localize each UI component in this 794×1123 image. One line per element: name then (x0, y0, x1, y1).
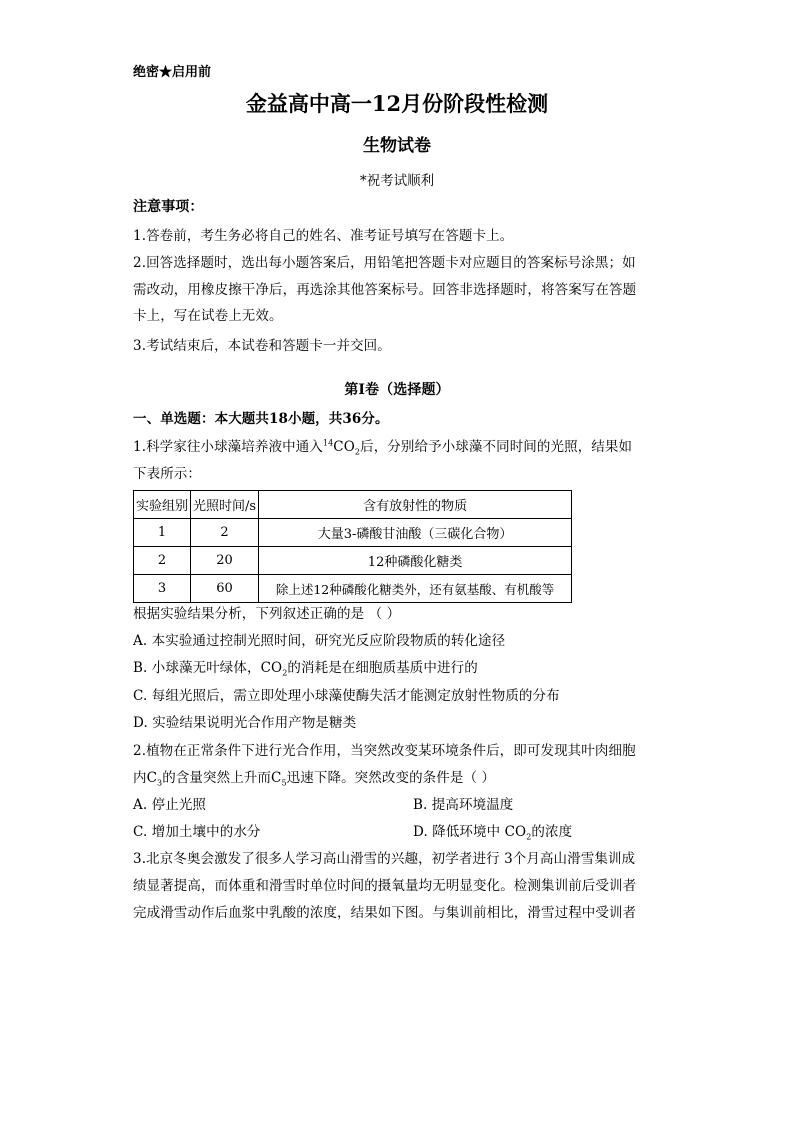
notice-item-2-line-3: 卡上，写在试卷上无效。 (133, 308, 283, 324)
q1-stem-prefix: 1.科学家往小球藻培养液中通入 (133, 439, 323, 455)
q2-option-d-suffix: 的浓度 (531, 824, 573, 840)
q1-question: 根据实验结果分析，下列叙述正确的是 （ ） (133, 606, 401, 622)
q2-stem-line-1: 2.植物在正常条件下进行光合作用，当突然改变某环境条件后，即可发现其叶肉细胞 (133, 743, 636, 759)
table-cell: 60 (191, 575, 259, 603)
exam-subtitle: 生物试卷 (363, 136, 431, 156)
table-header-row (134, 491, 572, 519)
q1-co-subscript: 2 (354, 447, 361, 457)
notice-item-2-line-1: 2.回答选择题时，选出每小题答案后，用铅笔把答题卡对应题目的答案标号涂黑；如 (133, 255, 636, 271)
exam-title: 金益高中高一12月份阶段性检测 (245, 91, 549, 116)
q1-option-b-prefix: B. 小球藻无叶绿体，CO (133, 660, 283, 676)
q3-stem-line-2: 绩显著提高，而体重和滑雪时单位时间的摄氧量均无明显变化。检测集训前后受训者 (133, 878, 637, 894)
q2-stem-part-c: 迅速下降。突然改变的条件是（ ） (286, 770, 496, 786)
q1-co: CO (333, 439, 355, 455)
q1-option-c: C. 每组光照后，需立即处理小球藻使酶失活才能测定放射性物质的分布 (133, 688, 560, 704)
q2-stem-part-b: 的含量突然上升而C (162, 770, 282, 786)
q2-stem-part-a: 内C (133, 770, 158, 786)
q1-option-a: A. 本实验通过控制光照时间，研究光反应阶段物质的转化途径 (133, 633, 506, 649)
q3-stem-line-1: 3.北京冬奥会激发了很多人学习高山滑雪的兴趣，初学者进行 3个月高山滑雪集训成 (133, 851, 636, 867)
q1-option-b (133, 659, 478, 677)
q2-stem-line-2 (133, 769, 495, 787)
q2-option-c: C. 增加土壤中的水分 (133, 824, 261, 840)
table-cell: 2 (191, 519, 259, 547)
table-header-cell: 含有放射性的物质 (259, 491, 572, 519)
notice-item-2-line-2: 需改动，用橡皮擦干净后，再选涂其他答案标号。回答非选择题时，将答案写在答题 (133, 282, 637, 298)
notice-heading: 注意事项： (133, 199, 204, 215)
q1-stem-suffix: 后，分别给予小球藻不同时间的光照，结果如 (360, 439, 633, 455)
q2-option-d-prefix: D. 降低环境中 CO (413, 824, 527, 840)
q1-option-d: D. 实验结果说明光合作用产物是糖类 (133, 715, 357, 731)
q1-stem-line-2: 下表所示： (133, 466, 201, 482)
q2-option-d (413, 823, 572, 841)
table-cell: 1 (134, 519, 191, 547)
table-header-cell: 实验组别 (134, 491, 191, 519)
q2-subscript-1: 3 (157, 778, 163, 788)
table-cell: 大量3-磷酸甘油酸（三碳化合物） (259, 519, 572, 547)
q2-subscript-2: 5 (281, 778, 287, 788)
table-cell: 20 (191, 547, 259, 575)
q1-option-b-suffix: 的消耗是在细胞质基质中进行的 (287, 660, 478, 676)
table-cell: 12种磷酸化糖类 (259, 547, 572, 575)
table-row (134, 547, 572, 575)
confidential-mark: 绝密★启用前 (133, 65, 212, 80)
q2-option-b: B. 提高环境温度 (413, 797, 514, 813)
notice-item-1: 1.答卷前，考生务必将自己的姓名、准考证号填写在答题卡上。 (133, 228, 514, 244)
q1-isotope: 14 (322, 438, 334, 448)
q1-results-table (133, 490, 572, 603)
q2-option-a: A. 停止光照 (133, 797, 207, 813)
q2-option-d-subscript: 2 (526, 832, 532, 842)
table-row (134, 519, 572, 547)
table-cell: 除上述12种磷酸化糖类外，还有氨基酸、有机酸等 (259, 575, 572, 603)
q1-option-b-subscript: 2 (282, 668, 288, 678)
q1-stem-line-1 (133, 438, 632, 456)
good-luck-line: *祝考试顺利 (359, 173, 435, 189)
table-cell: 3 (134, 575, 191, 603)
table-header-cell: 光照时间/s (191, 491, 259, 519)
q3-stem-line-3: 完成滑雪动作后血浆中乳酸的浓度，结果如下图。与集训前相比，滑雪过程中受训者 (133, 905, 637, 921)
notice-item-3: 3.考试结束后，本试卷和答题卡一并交回。 (133, 338, 391, 354)
section-title: 第Ⅰ卷（选择题） (344, 382, 450, 398)
table-cell: 2 (134, 547, 191, 575)
table-row (134, 575, 572, 603)
section-instruction: 一、单选题：本大题共18小题，共36分。 (133, 411, 389, 427)
